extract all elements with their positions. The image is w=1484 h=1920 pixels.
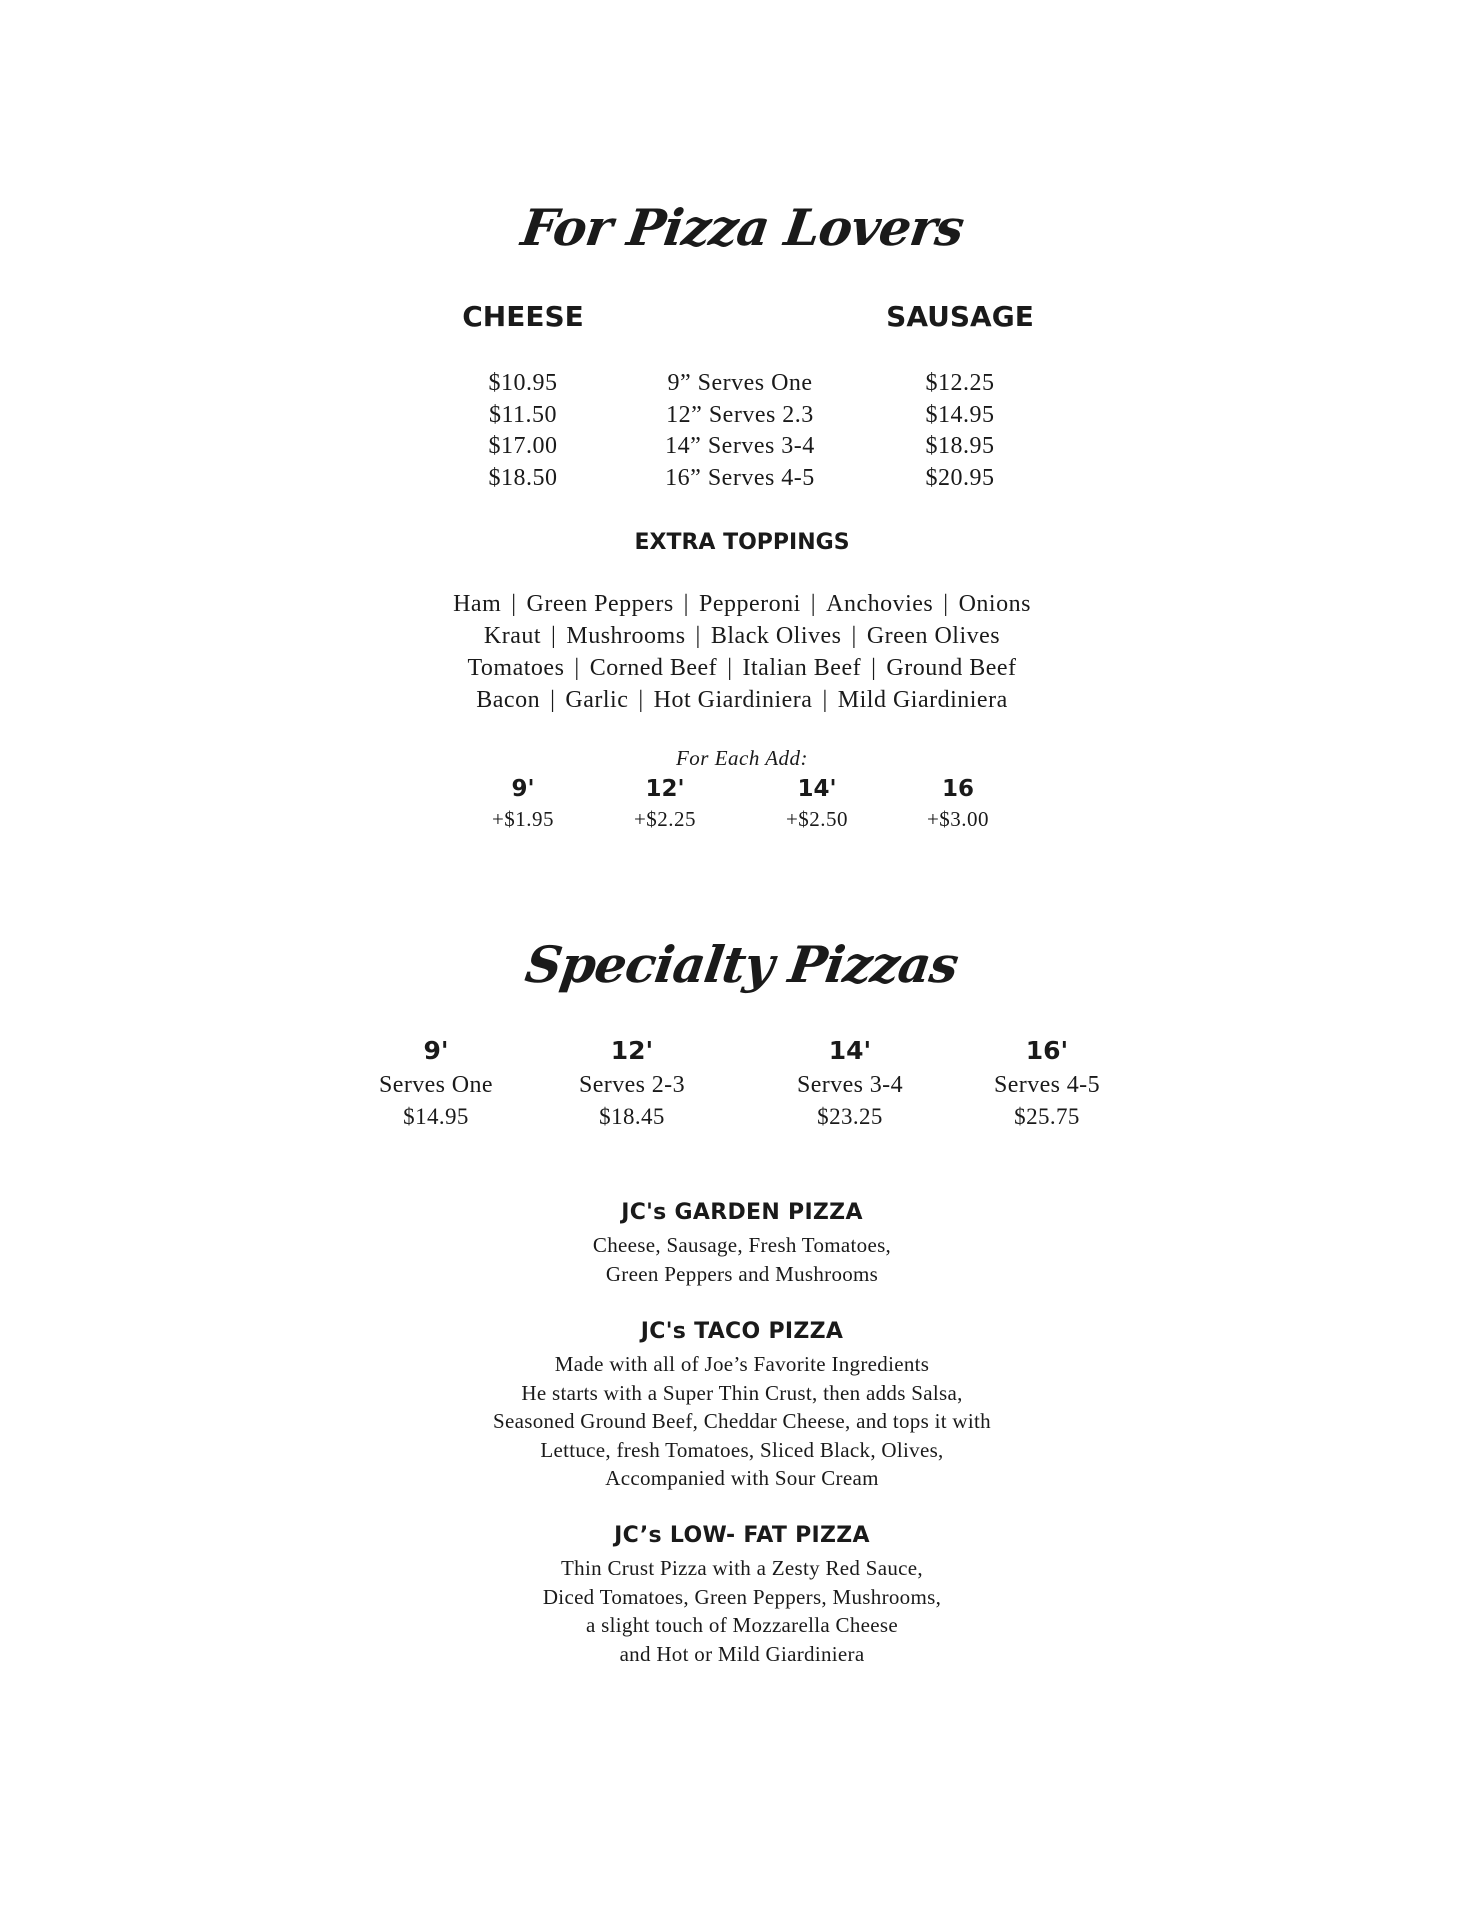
for-each-add-label: For Each Add:	[675, 746, 809, 770]
sausage-price: $18.95	[925, 433, 995, 459]
sausage-price-list	[860, 368, 1060, 494]
addon-price: +$2.25	[633, 807, 697, 831]
sausage-price: $14.95	[925, 401, 995, 428]
addon-price: +$3.00	[926, 807, 990, 831]
section-title-specialty: Specialty Pizzas	[522, 935, 962, 994]
description-line: He starts with a Super Thin Crust, then adds Salsa,	[521, 1380, 963, 1405]
extra-toppings-heading: EXTRA TOPPINGS	[634, 530, 850, 555]
topping: Anchovies	[826, 591, 934, 617]
specialty-serves: Serves 4-5	[994, 1072, 1100, 1098]
size-label: 14” Serves 3-4	[665, 433, 815, 459]
specialty-price: $18.45	[599, 1104, 665, 1129]
size-label: 12” Serves 2.3	[666, 401, 814, 428]
sausage-heading: SAUSAGE	[886, 300, 1034, 333]
cheese-price: $10.95	[488, 370, 558, 396]
description-line: and Hot or Mild Giardiniera	[619, 1641, 865, 1666]
topping: Onions	[958, 591, 1031, 617]
description-line: Made with all of Joe’s Favorite Ingredients	[554, 1352, 930, 1376]
topping: Ground Beef	[886, 655, 1017, 681]
item-title-low-fat: JC’s LOW- FAT PIZZA	[614, 1523, 870, 1548]
toppings-line: Kraut | Mushrooms | Black Olives | Green Olives	[483, 623, 1001, 649]
addon-price: +$2.50	[785, 807, 849, 831]
description-line: Seasoned Ground Beef, Cheddar Cheese, and tops it with	[493, 1409, 991, 1433]
specialty-serves: Serves One	[379, 1072, 493, 1098]
item-title-taco: JC's TACO PIZZA	[640, 1319, 844, 1344]
addon-size: 12'	[645, 776, 685, 802]
item-title-garden: JC's GARDEN PIZZA	[621, 1200, 863, 1225]
topping: Kraut	[483, 623, 542, 649]
cheese-price-list	[423, 368, 623, 494]
size-list	[620, 368, 860, 494]
cheese-price: $17.00	[488, 433, 558, 459]
specialty-size: 14'	[828, 1036, 872, 1065]
item-description-garden	[0, 1231, 1484, 1288]
section-title-pizza-lovers: For Pizza Lovers	[517, 198, 967, 257]
sausage-price: $12.25	[925, 370, 995, 396]
sausage-price: $20.95	[925, 464, 995, 491]
description-line: Lettuce, fresh Tomatoes, Sliced Black, Olives,	[540, 1437, 944, 1462]
item-description-taco	[0, 1350, 1484, 1493]
addon-size: 16	[941, 776, 974, 802]
description-line: Thin Crust Pizza with a Zesty Red Sauce,	[561, 1556, 923, 1580]
specialty-size: 16'	[1025, 1036, 1069, 1065]
specialty-price: $25.75	[1014, 1104, 1080, 1129]
specialty-serves: Serves 2-3	[579, 1072, 685, 1098]
addon-size: 9'	[511, 776, 535, 802]
topping: Hot Giardiniera	[653, 687, 813, 713]
specialty-size: 9'	[423, 1036, 449, 1065]
size-label: 9” Serves One	[667, 370, 813, 396]
specialty-size: 12'	[610, 1036, 654, 1065]
topping: Green Olives	[866, 623, 1001, 649]
toppings-line: Ham | Green Peppers | Pepperoni | Anchovies | Onions	[453, 591, 1031, 617]
toppings-line: Bacon | Garlic | Hot Giardiniera | Mild Giardiniera	[476, 687, 1008, 713]
description-line: Green Peppers and Mushrooms	[605, 1261, 879, 1286]
topping: Tomatoes	[467, 655, 565, 681]
toppings-list	[0, 588, 1484, 716]
cheese-price: $11.50	[488, 401, 558, 428]
toppings-line: Tomatoes | Corned Beef | Italian Beef | Ground Beef	[467, 655, 1017, 681]
item-description-low-fat	[0, 1554, 1484, 1668]
specialty-serves: Serves 3-4	[797, 1072, 903, 1098]
topping: Ham	[453, 591, 502, 617]
topping: Mild Giardiniera	[837, 687, 1008, 713]
topping: Corned Beef	[589, 655, 718, 681]
topping: Italian Beef	[742, 655, 862, 681]
specialty-price: $14.95	[403, 1104, 469, 1129]
cheese-price: $18.50	[488, 464, 558, 491]
topping: Black Olives	[710, 623, 842, 649]
addon-size: 14'	[797, 776, 837, 802]
topping: Green Peppers	[526, 591, 674, 617]
description-line: Cheese, Sausage, Fresh Tomatoes,	[592, 1233, 892, 1257]
cheese-heading: CHEESE	[462, 300, 584, 333]
topping: Mushrooms	[566, 623, 686, 649]
specialty-price: $23.25	[817, 1104, 883, 1129]
addon-price: +$1.95	[491, 807, 555, 831]
description-line: a slight touch of Mozzarella Cheese	[586, 1613, 898, 1637]
topping: Pepperoni	[698, 591, 801, 617]
description-line: Accompanied with Sour Cream	[605, 1466, 879, 1490]
topping: Bacon	[476, 687, 541, 713]
size-label: 16” Serves 4-5	[665, 464, 815, 491]
topping: Garlic	[565, 687, 629, 713]
description-line: Diced Tomatoes, Green Peppers, Mushrooms,	[542, 1584, 942, 1609]
